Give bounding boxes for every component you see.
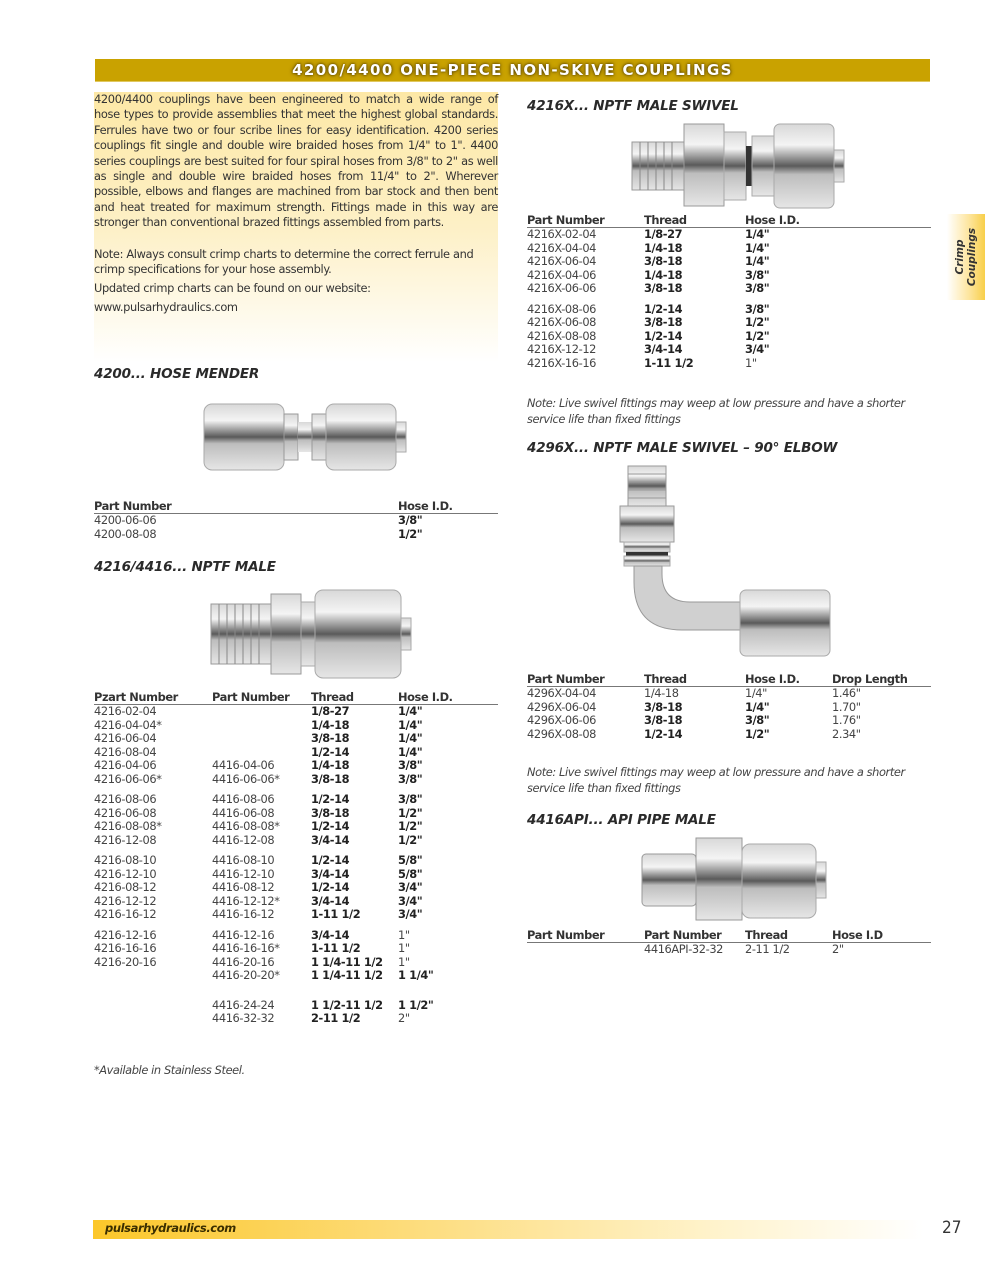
table-row: 4416API-32-32 2-11 1/2 2": [644, 942, 844, 956]
table-row: 4216X-04-06 1/4-18 3/8": [527, 267, 770, 282]
table-row: 4200-06-06 3/8": [94, 513, 423, 527]
table-row: 4216X-08-08 1/2-14 1/2": [527, 328, 770, 343]
intro-block: [94, 92, 498, 362]
table-row: 4216-04-04* 1/4-18 1/4": [94, 717, 423, 732]
nptf-male-table: [94, 690, 498, 1026]
col-header: Pzart Number: [94, 690, 212, 705]
col-header: Hose I.D.: [398, 690, 498, 705]
col-header: Part Number: [644, 928, 745, 943]
section-title-elbow-swivel: 4296X... NPTF MALE SWIVEL – 90° ELBOW: [527, 440, 838, 456]
col-header: Hose I.D.: [398, 499, 498, 514]
col-header: Thread: [745, 928, 832, 943]
section-title-male-swivel: 4216X... NPTF MALE SWIVEL: [527, 98, 739, 114]
intro-paragraph: 4200/4400 couplings have been engineered to match a wide range of hose types to provide assemblies that meet the highest global standards. Ferrules have two or four scribe lines for easy identification. 4200 series couplings fit single and double wire braided hoses from 1/4" to 1". 4400 series couplings are best suited for four spiral hoses from 3/8" to 2" as well as single and double wire braided hoses from 11/4" to 2". Wherever possible, elbows and flanges are machined from bar stock and then bent and heat treated for maximum strength. Fittings made in this way are stronger than conventional brazed fittings assembled from parts.: [94, 92, 498, 230]
banner-title: 4200/4400 ONE-PIECE NON-SKIVE COUPLINGS: [292, 61, 733, 79]
table-row: 4200-08-08 1/2": [94, 526, 423, 541]
table-row: 4216-12-12 4416-12-12* 3/4-14 3/4": [94, 893, 423, 908]
table-row: 4296X-06-04 3/8-18 1/4" 1.70": [527, 699, 861, 714]
table-row: 4216-06-04 3/8-18 1/4": [94, 731, 423, 745]
table-row: 4216X-12-12 3/4-14 3/4": [527, 342, 770, 356]
table-row: 4216X-16-16 1-11 1/2 1": [527, 355, 757, 370]
table-row: 4216-16-16 4416-16-16* 1-11 1/2 1": [94, 941, 410, 955]
elbow-swivel-table: [527, 672, 931, 741]
table-row: 4296X-04-04 1/4-18 1/4" 1.46": [527, 686, 861, 700]
footer-bar: [93, 1220, 923, 1239]
col-header: Hose I.D: [832, 928, 931, 943]
section-title-nptf-male: 4216/4416... NPTF MALE: [94, 559, 276, 575]
api-pipe-image: [640, 834, 830, 924]
section-title-hose-mender: 4200... HOSE MENDER: [94, 366, 260, 382]
side-tab-crimp-couplings: Crimp Couplings: [947, 214, 985, 300]
table-row: 4416-32-32 2-11 1/2 2": [212, 1011, 410, 1025]
table-row: 4216-20-16 4416-20-16 1 1/4-11 1/2 1": [94, 954, 410, 969]
elbow-swivel-image: [610, 462, 835, 667]
table-row: 4216X-06-06 3/8-18 3/8": [527, 281, 770, 295]
col-header: Hose I.D.: [745, 213, 931, 228]
table-row: 4216X-08-06 1/2-14 3/8": [527, 301, 770, 316]
table-row: 4216X-04-04 1/4-18 1/4": [527, 240, 770, 255]
col-header: Thread: [311, 690, 398, 705]
col-header: Part Number: [527, 672, 644, 687]
male-swivel-image: [630, 120, 850, 210]
table-row: 4216-08-08* 4416-08-08* 1/2-14 1/2": [94, 819, 423, 833]
page-number: 27: [942, 1218, 962, 1238]
table-row: 4216X-06-04 3/8-18 1/4": [527, 254, 770, 268]
col-header: Part Number: [212, 690, 311, 705]
col-header: Part Number: [527, 928, 644, 943]
table-row: 4216-08-12 4416-08-12 1/2-14 3/4": [94, 880, 423, 894]
nptf-male-image: [205, 584, 415, 684]
table-row: 4216X-06-08 3/8-18 1/2": [527, 315, 770, 329]
male-swivel-table: [527, 213, 931, 370]
table-row: 4216-08-04 1/2-14 1/4": [94, 744, 423, 759]
table-row: 4216-06-08 4416-06-08 3/8-18 1/2": [94, 805, 423, 820]
crimp-note: Note: Always consult crimp charts to determine the correct ferrule and crimp specifications for your hose assembly.: [94, 246, 474, 277]
footer-website[interactable]: pulsarhydraulics.com: [105, 1221, 236, 1235]
stainless-footnote: *Available in Stainless Steel.: [94, 1063, 245, 1077]
hose-mender-image: [200, 392, 412, 484]
api-pipe-table: [527, 928, 931, 957]
table-row: 4216-12-16 4416-12-16 3/4-14 1": [94, 927, 410, 942]
col-header: Part Number: [527, 213, 644, 228]
table-row: 4296X-08-08 1/2-14 1/2" 2.34": [527, 726, 861, 741]
table-row: 4216X-02-04 1/8-27 1/4": [527, 227, 770, 241]
table-row: 4416-20-20* 1 1/4-11 1/2 1 1/4": [212, 968, 434, 982]
table-row: 4416-24-24 1 1/2-11 1/2 1 1/2": [212, 997, 434, 1012]
table-row: 4216-04-06 4416-04-06 1/4-18 3/8": [94, 758, 423, 772]
col-header: Drop Length: [832, 672, 931, 687]
table-row: 4216-06-06* 4416-06-06* 3/8-18 3/8": [94, 771, 423, 786]
swivel-note: Note: Live swivel fittings may weep at low pressure and have a shorter service life than fixed fittings: [527, 396, 905, 426]
table-row: 4216-12-08 4416-12-08 3/4-14 1/2": [94, 832, 423, 847]
col-header: Thread: [644, 672, 745, 687]
table-row: 4216-08-10 4416-08-10 1/2-14 5/8": [94, 853, 423, 867]
section-title-api-pipe: 4416API... API PIPE MALE: [527, 812, 716, 828]
table-row: 4216-16-12 4416-16-12 1-11 1/2 3/4": [94, 907, 423, 921]
elbow-swivel-note: Note: Live swivel fittings may weep at low pressure and have a shorter service life than fixed fittings: [527, 765, 905, 795]
col-header: Thread: [644, 213, 745, 228]
col-header: Hose I.D.: [745, 672, 832, 687]
table-row: 4216-12-10 4416-12-10 3/4-14 5/8": [94, 866, 423, 881]
hose-mender-table: [94, 499, 498, 541]
website-link[interactable]: www.pulsarhydraulics.com: [94, 300, 238, 315]
table-row: 4216-08-06 4416-08-06 1/2-14 3/8": [94, 792, 423, 806]
col-header: Part Number: [94, 499, 398, 514]
updated-charts-text: Updated crimp charts can be found on our website:: [94, 281, 371, 296]
page-banner: [95, 59, 930, 82]
table-row: 4216-02-04 1/8-27 1/4": [94, 704, 423, 718]
table-row: 4296X-06-06 3/8-18 3/8" 1.76": [527, 713, 861, 727]
